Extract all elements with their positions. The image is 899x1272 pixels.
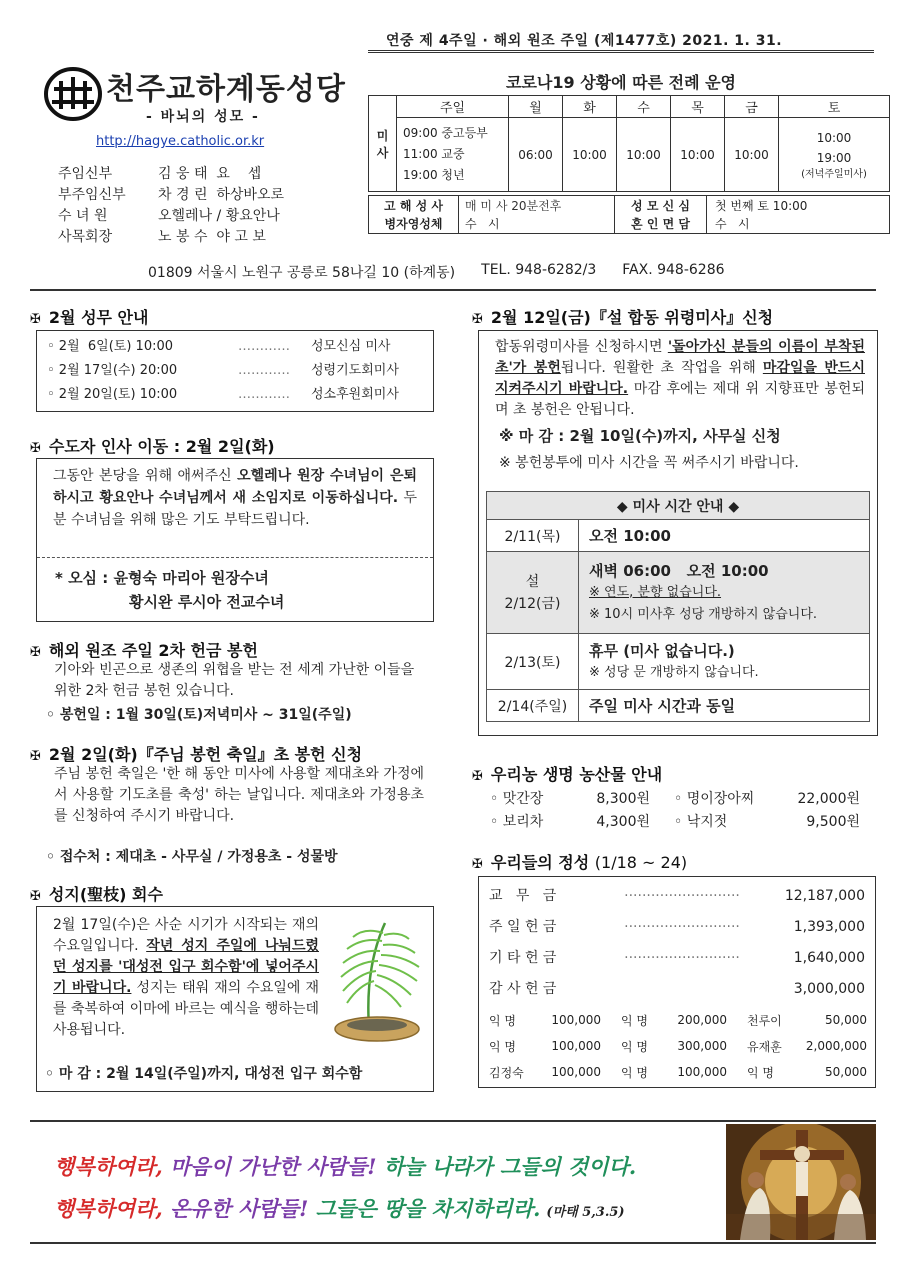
staff-row: 수 녀 원 오헬레나 / 황요안나 [58, 208, 280, 224]
arrivals: * 오심 : 윤형숙 마리아 원장수녀 황시완 루시아 전교수녀 [55, 569, 285, 611]
offering-row: 기 타 헌 금 ·························· 1,640,000 [489, 950, 865, 966]
palm-deadline: ◦ 마 감 : 2월 14일(주일)까지, 대성전 입구 회수함 [45, 1066, 363, 1082]
staff-row: 사목회장 노 봉 수 야 고 보 [58, 229, 266, 245]
list-item: ◦ 2월 20일(토) 10:00 ………… 성소후원회미사 [47, 387, 399, 402]
mon-time: 06:00 [509, 118, 563, 192]
parish-logo-icon [44, 67, 102, 121]
mary-value: 첫 번째 토 10:00 [715, 198, 808, 213]
memorial-deadline: ※ 마 감 : 2월 10일(수)까지, 사무실 신청 [499, 427, 781, 445]
day-tue: 화 [563, 96, 617, 118]
footer-rule-top [30, 1120, 876, 1122]
candle-text: 주님 봉헌 축일은 '한 해 동안 미사에 사용할 제대초와 가정에서 사용할 기도초를 축성' 하는 날입니다. 제대초와 가정용초를 신청하여 주시기 바랍니다. [54, 766, 424, 824]
palm-title: ✠ 성지(聖枝) 회수 [30, 885, 163, 904]
day-mon: 월 [509, 96, 563, 118]
memorial-text: 합동위령미사를 신청하시면 '돌아가신 분들의 이름이 부착된 초'가 봉헌됩니다. 원활한 초 작업을 위해 마감일을 반드시 지켜주시기 바랍니다. 마감 후에는 제대 위 지향표만 봉헌되며 초 봉헌은 안됩니다. [495, 339, 865, 418]
staff-row: 주임신부 김 웅 태 요 셉 [58, 166, 262, 182]
palm-image [325, 917, 427, 1047]
offering-row: 감 사 헌 금 3,000,000 [489, 981, 865, 997]
footer-rule-bottom [30, 1242, 876, 1244]
day-sun: 주일 [397, 96, 509, 118]
mass-time-cell: 새벽 06:00 오전 10:00 ※ 연도, 분향 없습니다. ※ 10시 미사후 성당 개방하지 않습니다. [579, 552, 870, 634]
mass-time-table-title: ◆ 미사 시간 안내 ◆ [487, 492, 870, 520]
mass-date: 2/13(토) [487, 634, 579, 690]
cross-icon: ✠ [472, 769, 483, 784]
mass-date: 2/14(주일) [487, 690, 579, 722]
cross-icon: ✠ [30, 312, 41, 327]
verse-line-2: 행복하여라, 온유한 사람들! 그들은 땅을 차지하리라. (마태 5,3.5) [54, 1196, 625, 1221]
offering-row: 교 무 금 ·························· 12,187,000 [489, 888, 865, 904]
cross-icon: ✠ [30, 441, 41, 456]
cross-icon: ✠ [472, 857, 483, 872]
offering-row: 주 일 헌 금 ·························· 1,393,000 [489, 919, 865, 935]
schedule-title: 코로나19 상황에 따른 전례 운영 [505, 73, 737, 92]
footer-verses [54, 1146, 704, 1234]
feb-notice-box [36, 330, 434, 412]
meet-label: 혼 인 면 담 [615, 215, 707, 234]
cross-icon: ✠ [472, 312, 483, 327]
mass-date: 2/11(목) [487, 520, 579, 552]
visit-value: 수 시 [459, 215, 615, 234]
mass-date: 설 2/12(금) [487, 552, 579, 634]
mass-time-table [486, 491, 870, 722]
list-item: ◦ 명이장아찌 22,000원 [674, 791, 860, 807]
verse-line-1: 행복하여라, 마음이 가난한 사람들! 하늘 나라가 그들의 것이다. [54, 1154, 637, 1179]
memorial-title: ✠ 2월 12일(금)『설 합동 위령미사』신청 [472, 308, 774, 327]
confession-label: 고 해 성 사 [369, 196, 459, 215]
mass-time: 주일 미사 시간과 동일 [579, 690, 870, 722]
overseas-text: 기아와 빈곤으로 생존의 위협을 받는 전 세계 가난한 이들을 위한 2차 헌금 봉헌 있습니다. [54, 662, 415, 699]
memorial-box [478, 330, 878, 736]
palm-text: 2월 17일(수)은 사순 시기가 시작되는 재의 수요일입니다. 작년 성지 주일에 나눠드렸던 성지를 '대성전 입구 회수함'에 넣어주시기 바랍니다. 성지는 태워 재의 수요일에 재를 축복하여 이마에 바르는 예식을 행하는데 사용됩니다. [53, 917, 319, 1038]
day-thu: 목 [671, 96, 725, 118]
palm-box [36, 906, 434, 1092]
staff-list [58, 164, 338, 248]
candle-reception: ◦ 접수처 : 제대초 - 사무실 / 가정용초 - 성물방 [46, 849, 338, 865]
table-row: 익 명 100,000 익 명 300,000 유재훈 2,000,000 [489, 1039, 867, 1054]
offering-box [478, 876, 876, 1088]
issue-line: 연중 제 4주일 · 해외 원조 주일 (제1477호) 2021. 1. 31. [386, 33, 783, 49]
service-table [368, 195, 890, 234]
cross-icon: ✠ [30, 645, 41, 660]
crucifix-painting [726, 1124, 876, 1240]
address-rule [30, 289, 876, 291]
list-item: ◦ 2월 6일(토) 10:00 ………… 성모신심 미사 [47, 339, 391, 354]
confession-value: 매 미 사 20분전후 [459, 196, 615, 215]
donor-table [489, 1007, 867, 1085]
list-item: ◦ 낙지젓 9,500원 [674, 814, 860, 830]
staff-row: 부주임신부 차 경 린 하상바오로 [58, 187, 284, 203]
mary-label: 성 모 신 심 [615, 196, 707, 215]
mass-time: 오전 10:00 [579, 520, 870, 552]
list-item: ◦ 2월 17일(수) 20:00 ………… 성령기도회미사 [47, 363, 399, 378]
sunday-times: 09:00 중고등부 11:00 교중 19:00 청년 [397, 118, 509, 192]
list-item: ◦ 보리차 4,300원 [490, 814, 650, 830]
memorial-note: ※ 봉헌봉투에 미사 시간을 꼭 써주시기 바랍니다. [499, 455, 799, 471]
sat-time: 10:00 19:00 (저녁주일미사) [779, 118, 890, 192]
day-sat: 토 [779, 96, 890, 118]
header-rule [368, 50, 874, 53]
wed-time: 10:00 [617, 118, 671, 192]
tue-time: 10:00 [563, 118, 617, 192]
day-fri: 금 [725, 96, 779, 118]
farm-title: ✠ 우리농 생명 농산물 안내 [472, 765, 663, 784]
mass-time-cell: 휴무 (미사 없습니다.) ※ 성당 문 개방하지 않습니다. [579, 634, 870, 690]
overseas-title: ✠ 해외 원조 주일 2차 헌금 봉헌 [30, 641, 258, 660]
table-row: 익 명 100,000 익 명 200,000 천루이 50,000 [489, 1013, 867, 1028]
visit-label: 병자영성체 [369, 215, 459, 234]
feb-notice-title: ✠ 2월 성무 안내 [30, 308, 149, 327]
parish-subtitle: - 바뇌의 성모 - [146, 109, 260, 125]
day-wed: 수 [617, 96, 671, 118]
overseas-date: ◦ 봉헌일 : 1월 30일(토)저녁미사 ~ 31일(주일) [46, 707, 352, 723]
candle-title: ✠ 2월 2일(화)『주님 봉헌 축일』초 봉헌 신청 [30, 745, 363, 764]
address-line: 01809 서울시 노원구 공릉로 58나길 10 (하계동) TEL. 948-6282/3 FAX. 948-6286 [148, 262, 725, 281]
list-item: ◦ 맛간장 8,300원 [490, 791, 650, 807]
parish-name: 천주교하계동성당 [106, 72, 346, 107]
cross-icon: ✠ [30, 749, 41, 764]
nun-transfer-title: ✠ 수도자 인사 이동 : 2월 2일(화) [30, 437, 275, 456]
thu-time: 10:00 [671, 118, 725, 192]
farm-list [490, 788, 860, 834]
schedule-table [368, 95, 890, 192]
fri-time: 10:00 [725, 118, 779, 192]
cross-icon: ✠ [30, 889, 41, 904]
meet-value: 수 시 [715, 217, 750, 232]
nun-transfer-text: 그동안 본당을 위해 애써주신 오헬레나 원장 수녀님이 은퇴하시고 황요안나 수녀님께서 새 소임지로 이동하십니다. 두 분 수녀님을 위해 많은 기도 부탁드립니다. [53, 468, 417, 528]
table-row: 김정숙 100,000 익 명 100,000 익 명 50,000 [489, 1065, 867, 1080]
mass-label: 미 사 [369, 96, 397, 192]
offering-title: ✠ 우리들의 정성 (1/18 ~ 24) [472, 853, 688, 872]
nun-transfer-box [36, 458, 434, 622]
parish-url-link[interactable]: http://hagye.catholic.or.kr [96, 134, 265, 149]
